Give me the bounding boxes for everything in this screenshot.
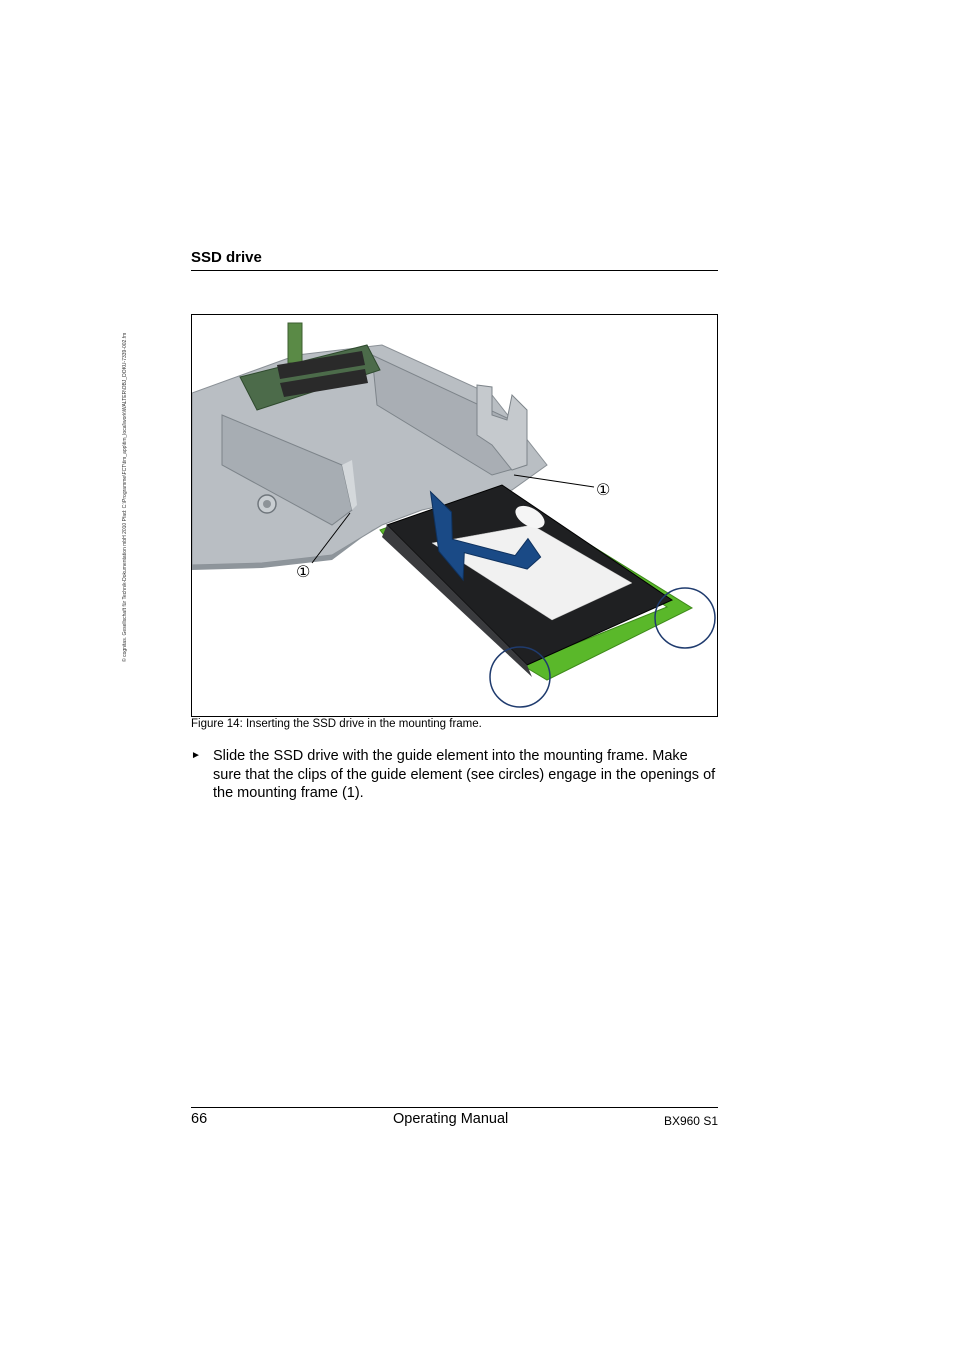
figure-illustration: [191, 314, 718, 717]
ssd-insertion-illustration: [192, 315, 717, 716]
figure-caption: Figure 14: Inserting the SSD drive in the mounting frame.: [191, 718, 482, 730]
manual-title: Operating Manual: [393, 1111, 509, 1127]
section-title: SSD drive: [191, 249, 262, 266]
side-margin-text: © cognitas. Gesellschaft für Technik-Dokumentation mbH 2010 Pfad: C:\Programme\FCT\tim_app\tim_local\work\WALTER\OBJ_DOKU-7339-002.fm: [122, 332, 128, 662]
callout-1-right: ①: [596, 480, 611, 499]
footer-rule: [191, 1107, 718, 1108]
callout-1-left: ①: [296, 562, 311, 581]
header-rule: [191, 270, 718, 271]
page-number: 66: [191, 1111, 208, 1127]
step-bullet-icon: ►: [191, 750, 201, 761]
side-margin-note: [122, 242, 134, 662]
step-text: Slide the SSD drive with the guide element into the mounting frame. Make sure that the clips of the guide element (see circles) engage in the openings of the mounting frame (1).: [213, 748, 716, 801]
callout-leader-right: [514, 475, 594, 487]
product-name: BX960 S1: [663, 1114, 718, 1128]
connector-tab: [288, 323, 302, 363]
